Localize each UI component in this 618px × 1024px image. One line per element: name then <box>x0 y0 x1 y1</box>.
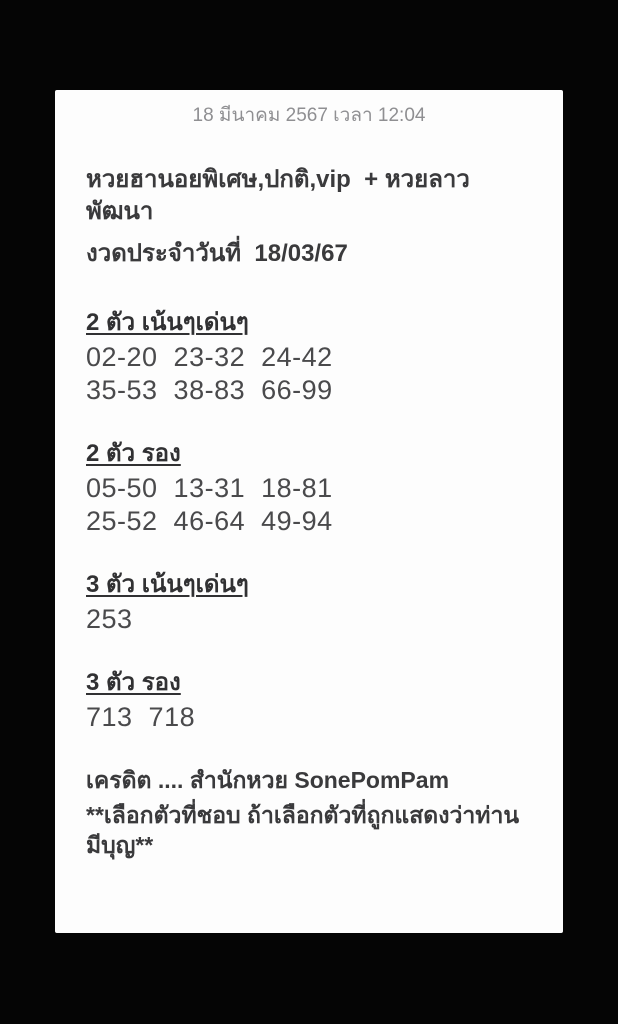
section-2digit-secondary <box>86 438 532 538</box>
credit-line: เครดิต .... สำนักหวย SonePomPam <box>86 767 450 793</box>
section-heading: 2 ตัว เน้นๆเด่นๆ <box>86 309 249 336</box>
number-row: 25-52 46-64 49-94 <box>86 506 333 536</box>
note-title: หวยฮานอยพิเศษ,ปกติ,vip + หวยลาวพัฒนา <box>86 166 470 225</box>
section-heading: 2 ตัว รอง <box>86 440 181 467</box>
section-3digit-main <box>86 569 532 636</box>
note-card <box>55 90 563 933</box>
number-row: 253 <box>86 604 133 634</box>
section-3digit-secondary <box>86 667 532 734</box>
number-row: 02-20 23-32 24-42 <box>86 342 333 372</box>
section-heading: 3 ตัว เน้นๆเด่นๆ <box>86 571 249 598</box>
footer-block <box>86 765 532 860</box>
draw-date: งวดประจำวันที่ 18/03/67 <box>86 240 348 267</box>
number-row: 05-50 13-31 18-81 <box>86 473 333 503</box>
number-row: 35-53 38-83 66-99 <box>86 375 333 405</box>
section-heading: 3 ตัว รอง <box>86 669 181 696</box>
section-2digit-main <box>86 307 532 407</box>
disclaimer-line: **เลือกตัวที่ชอบ ถ้าเลือกตัวที่ถูกแสดงว่าท่านมีบุญ** <box>86 802 520 858</box>
timestamp: 18 มีนาคม 2567 เวลา 12:04 <box>192 105 426 126</box>
number-row: 713 718 <box>86 702 196 732</box>
